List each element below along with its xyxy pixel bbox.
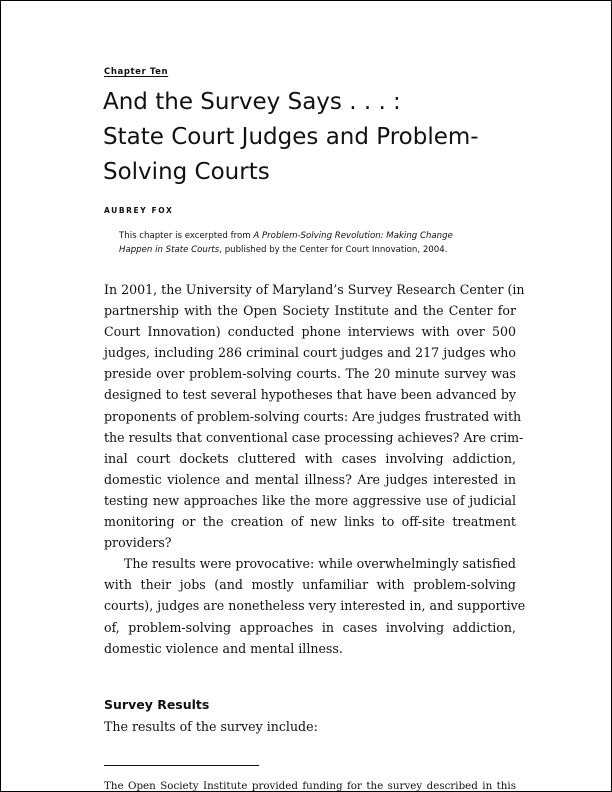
section-heading: Survey Results	[104, 697, 210, 712]
body-line: with their jobs (and mostly unfamiliar with problem-solving	[104, 577, 516, 593]
body-line: partnership with the Open Society Institute and the Center for	[104, 303, 516, 319]
body-line: inal court dockets cluttered with cases involving addiction,	[104, 450, 516, 466]
body-line: testing new approaches like the more aggressive use of judicial	[104, 492, 516, 508]
title-line: Solving Courts	[103, 159, 270, 185]
body-text	[104, 279, 526, 659]
body-line: preside over problem-solving courts. The 20 minute survey was	[104, 366, 516, 382]
body-line: domestic violence and mental illness.	[104, 640, 343, 656]
chapter-label: Chapter Ten	[104, 67, 169, 77]
body-line: of, problem-solving approaches in cases involving addiction,	[104, 619, 516, 635]
title-line: And the Survey Says . . . :	[103, 89, 401, 115]
body-line: domestic violence and mental illness? Are judges interested in	[104, 471, 516, 487]
author-name: AUBREY FOX	[104, 206, 174, 215]
body-line: judges, including 286 criminal court judges and 217 judges who	[104, 345, 516, 361]
body-line: courts), judges are nonetheless very interested in, and supportive	[104, 598, 526, 614]
body-line: providers?	[104, 535, 172, 551]
body-line: the results that conventional case processing achieves? Are crim-	[104, 429, 524, 445]
body-line: proponents of problem-solving courts: Are judges frustrated with	[104, 408, 522, 424]
body-line: In 2001, the University of Maryland’s Survey Research Center (in	[104, 282, 525, 297]
note-line	[119, 229, 519, 243]
section-intro: The results of the survey include:	[104, 719, 318, 734]
note-line	[119, 243, 519, 257]
body-line: The results were provocative: while overwhelmingly satisfied	[124, 556, 516, 572]
note-text: , published by the Center for Court Innovation, 2004.	[219, 245, 448, 255]
body-line: monitoring or the creation of new links to off-site treatment	[104, 514, 516, 530]
book-title: A Problem-Solving Revolution: Making Change	[253, 231, 453, 241]
book-title-continued: Happen in State Courts	[119, 245, 220, 255]
footnote: The Open Society Institute provided funding for the survey described in this	[104, 780, 516, 792]
note-text: This chapter is excerpted from	[119, 231, 254, 241]
excerpt-note	[119, 229, 519, 257]
title-line: State Court Judges and Problem-	[103, 124, 479, 150]
body-line: designed to test several hypotheses that have been advanced by	[104, 387, 516, 403]
chapter-title	[103, 85, 543, 190]
body-line: Court Innovation) conducted phone interviews with over 500	[104, 324, 516, 340]
footnote-divider	[104, 765, 259, 766]
